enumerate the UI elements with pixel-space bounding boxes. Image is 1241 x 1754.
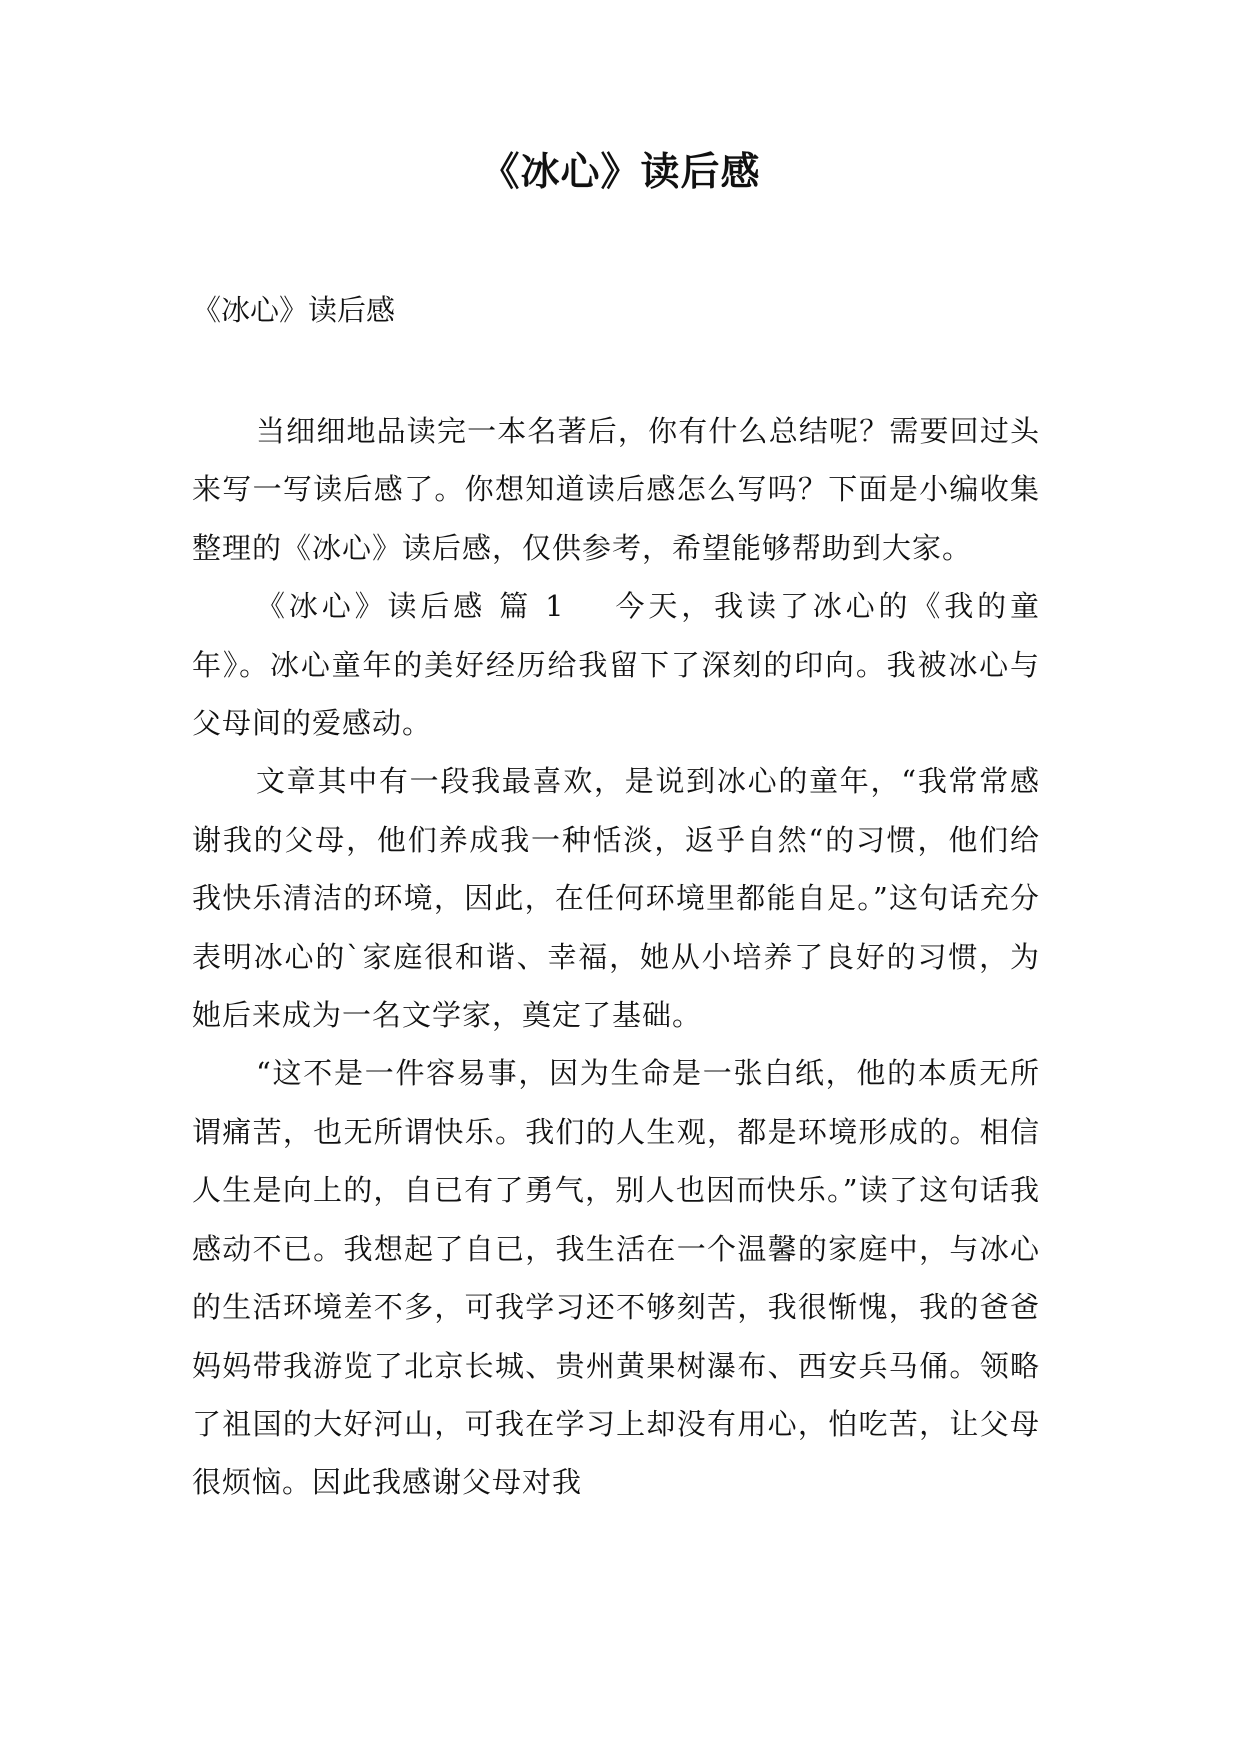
section-1-paragraph: [192, 577, 1040, 752]
section-1-heading: 《冰心》读后感 篇 1: [256, 589, 565, 624]
body-paragraph-3: “这不是一件容易事，因为生命是一张白纸，他的本质无所谓痛苦，也无所谓快乐。我们的人生观，都是环境形成的。相信人生是向上的，自已有了勇气，别人也因而快乐。”读了这句话我感动不已。我想起了自已，我生活在一个温馨的家庭中，与冰心的生活环境差不多，可我学习还不够刻苦，我很惭愧，我的爸爸妈妈带我游览了北京长城、贵州黄果树瀑布、西安兵马俑。领略了祖国的大好河山，可我在学习上却没有用心，怕吃苦，让父母很烦恼。因此我感谢父母对我: [192, 1056, 1040, 1500]
intro-paragraph: 当细细地品读完一本名著后，你有什么总结呢？需要回过头来写一写读后感了。你想知道读后感怎么写吗？下面是小编收集整理的《冰心》读后感，仅供参考，希望能够帮助到大家。: [192, 414, 1040, 565]
document-subtitle: 《冰心》读后感: [192, 293, 396, 327]
document-body: [192, 402, 1040, 1512]
body-paragraph-2: 文章其中有一段我最喜欢，是说到冰心的童年，“我常常感谢我的父母，他们养成我一种恬淡，返乎自然“的习惯，他们给我快乐清洁的环境，因此，在任何环境里都能自足。”这句话充分表明冰心的`家庭很和谐、幸福，她从小培养了良好的习惯，为她后来成为一名文学家，奠定了基础。: [192, 764, 1040, 1033]
section-1-text: 今天，我读了冰心的《我的童年》。冰心童年的美好经历给我留下了深刻的印向。我被冰心与父母间的爱感动。: [192, 589, 1040, 741]
document-title: 《冰心》读后感: [480, 150, 761, 195]
